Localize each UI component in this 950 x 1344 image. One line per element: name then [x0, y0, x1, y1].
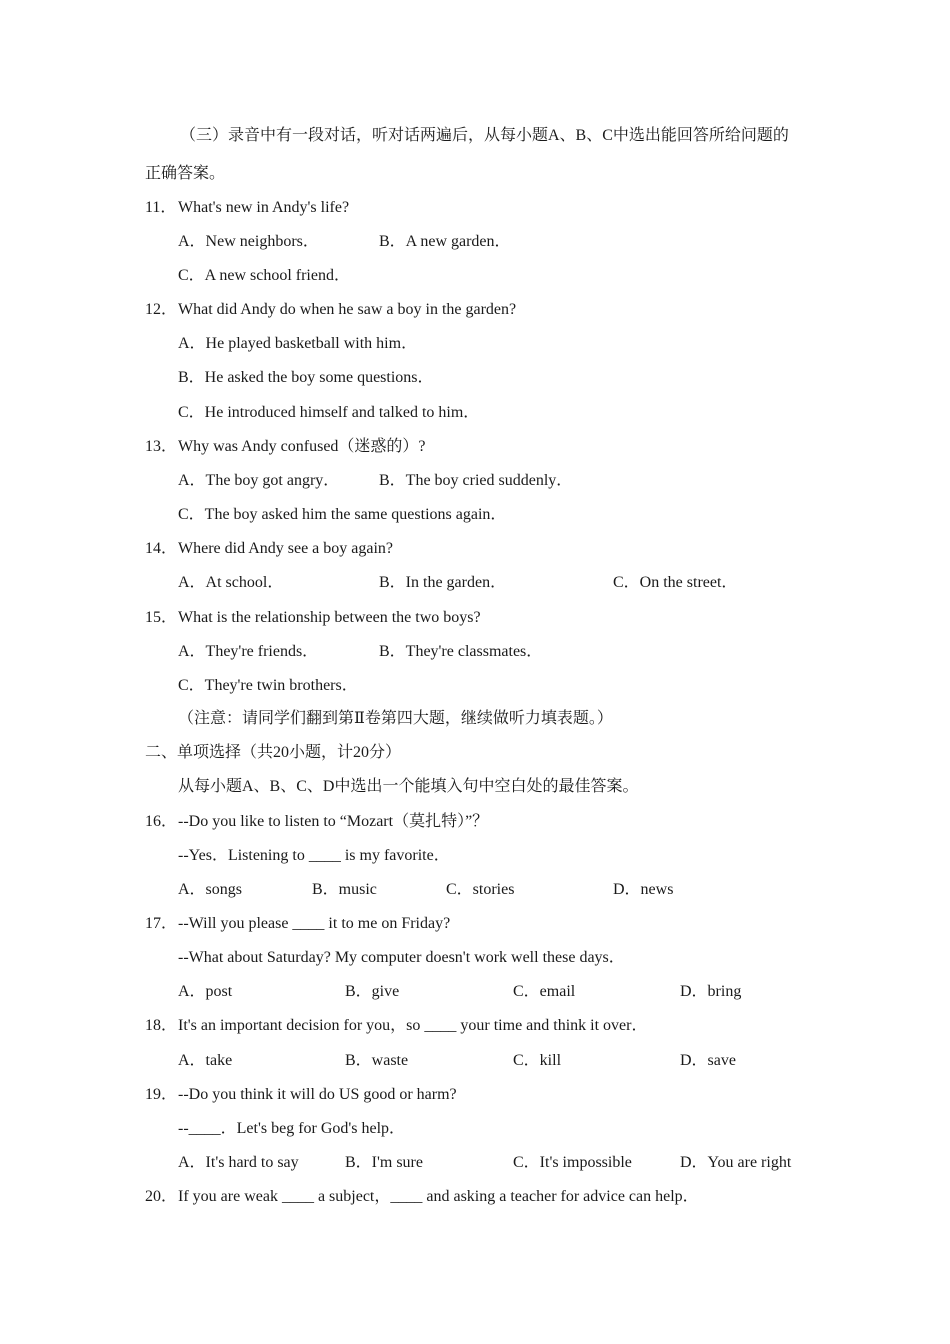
- option-11-b: B．A new garden．: [379, 233, 511, 250]
- note: （注意：请同学们翻到第Ⅱ卷第四大题，继续做听力填表题。）: [178, 710, 613, 727]
- question-text: Why was Andy confused（迷惑的）?: [178, 438, 426, 455]
- option-18-c: C．kill: [513, 1052, 562, 1069]
- option-13-c: C．The boy asked him the same questions again．: [178, 506, 507, 523]
- section-instruction: 从每小题A、B、C、D中选出一个能填入句中空白处的最佳答案。: [178, 778, 639, 795]
- option-11-a: A．New neighbors．: [178, 233, 319, 250]
- question-number: 19．: [145, 1086, 178, 1103]
- question-20: [145, 1187, 699, 1207]
- option-13-a: A．The boy got angry．: [178, 472, 340, 489]
- option-11-c: C．A new school friend．: [178, 267, 350, 284]
- option-13-b: B．The boy cried suddenly．: [379, 472, 573, 489]
- question-text: --Will you please ____ it to me on Friday?: [178, 915, 451, 932]
- option-19-c: C．It's impossible: [513, 1154, 632, 1171]
- question-19: [145, 1085, 457, 1105]
- option-16-c: C．stories: [446, 881, 515, 898]
- question-number: 14．: [145, 540, 178, 557]
- option-16-a: A．songs: [178, 881, 243, 898]
- question-text: What did Andy do when he saw a boy in the garden?: [178, 301, 517, 318]
- section-intro-line2: 正确答案。: [145, 165, 226, 182]
- section-intro-line1: （三）录音中有一段对话，听对话两遍后，从每小题A、B、C中选出能回答所给问题的: [180, 127, 789, 144]
- question-number: 15．: [145, 609, 178, 626]
- question-number: 12．: [145, 301, 178, 318]
- option-14-a: A．At school．: [178, 574, 284, 591]
- option-16-d: D．news: [613, 881, 674, 898]
- option-19-a: A．It's hard to say: [178, 1154, 299, 1171]
- question-number: 11．: [145, 199, 177, 216]
- question-number: 20．: [145, 1188, 178, 1205]
- question-11: [145, 198, 349, 218]
- question-13: [145, 437, 426, 457]
- question-16: [145, 812, 488, 832]
- question-text: If you are weak ____ a subject，____ and asking a teacher for advice can help．: [178, 1188, 699, 1205]
- question-number: 16．: [145, 813, 178, 830]
- question-number: 17．: [145, 915, 178, 932]
- option-14-b: B．In the garden．: [379, 574, 507, 591]
- question-text: What is the relationship between the two boys?: [178, 609, 481, 626]
- option-14-c: C．On the street．: [613, 574, 738, 591]
- section-title: 二、单项选择（共20小题，计20分）: [145, 744, 402, 761]
- option-17-b: B．give: [345, 983, 400, 1000]
- question-15: [145, 608, 481, 628]
- option-17-c: C．email: [513, 983, 576, 1000]
- question-text: Where did Andy see a boy again?: [178, 540, 394, 557]
- question-text: It's an important decision for you，so ____ your time and think it over．: [178, 1017, 648, 1034]
- option-15-c: C．They're twin brothers．: [178, 677, 358, 694]
- option-15-b: B．They're classmates．: [379, 643, 543, 660]
- question-17-line2: --What about Saturday? My computer doesn't work well these days．: [178, 949, 625, 966]
- question-number: 13．: [145, 438, 178, 455]
- question-18: [145, 1016, 647, 1036]
- option-19-d: D．You are right: [680, 1154, 792, 1171]
- option-17-a: A．post: [178, 983, 233, 1000]
- option-18-b: B．waste: [345, 1052, 409, 1069]
- question-19-line2: --____．Let's beg for God's help．: [178, 1120, 406, 1137]
- option-12-a: A．He played basketball with him．: [178, 335, 418, 352]
- option-15-a: A．They're friends．: [178, 643, 319, 660]
- question-text: --Do you think it will do US good or harm?: [178, 1086, 457, 1103]
- question-text: --Do you like to listen to “Mozart（莫扎特）”？: [178, 813, 489, 830]
- option-17-d: D．bring: [680, 983, 742, 1000]
- option-12-b: B．He asked the boy some questions．: [178, 369, 434, 386]
- question-number: 18．: [145, 1017, 178, 1034]
- option-18-a: A．take: [178, 1052, 233, 1069]
- option-16-b: B．music: [312, 881, 377, 898]
- question-text: What's new in Andy's life?: [178, 199, 350, 216]
- question-16-line2: --Yes．Listening to ____ is my favorite．: [178, 847, 450, 864]
- option-19-b: B．I'm sure: [345, 1154, 423, 1171]
- question-14: [145, 539, 393, 559]
- question-17: [145, 914, 450, 934]
- option-12-c: C．He introduced himself and talked to him．: [178, 404, 480, 421]
- option-18-d: D．save: [680, 1052, 736, 1069]
- question-12: [145, 300, 516, 320]
